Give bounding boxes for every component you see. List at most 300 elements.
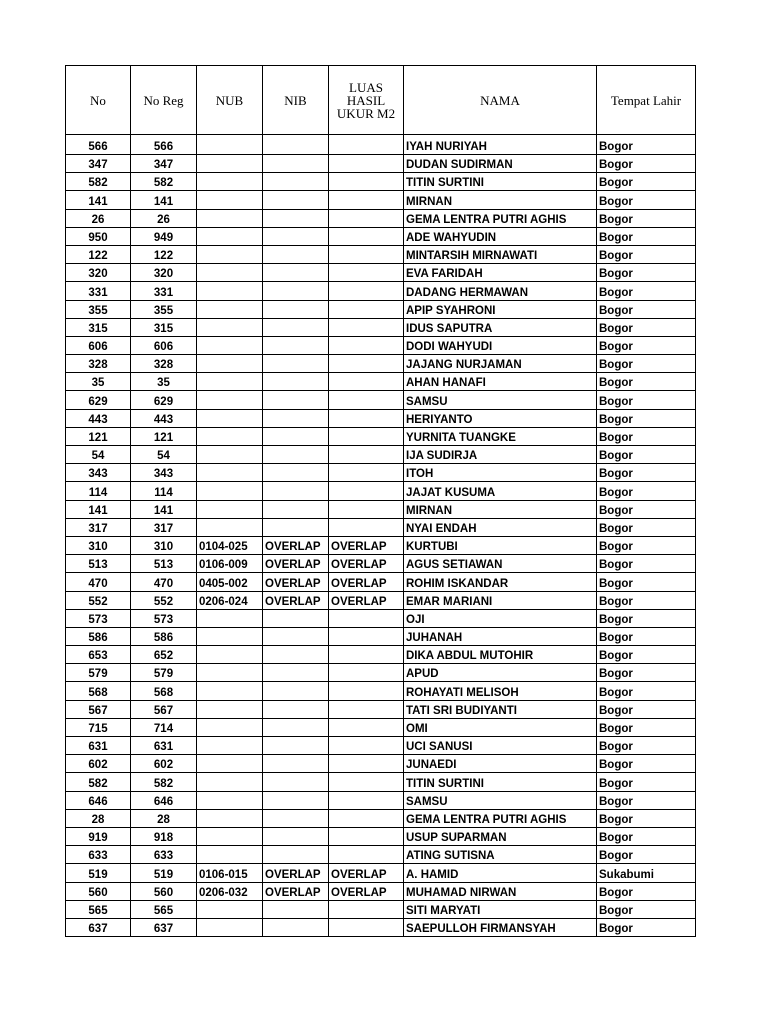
cell-nib: OVERLAP [263,882,329,900]
cell-luas [329,464,404,482]
cell-no: 347 [66,155,131,173]
cell-tempat-lahir: Bogor [597,336,696,354]
cell-nama: DADANG HERMAWAN [404,282,597,300]
cell-luas [329,682,404,700]
cell-tempat-lahir: Bogor [597,627,696,645]
cell-nub [197,336,263,354]
cell-luas [329,482,404,500]
cell-tempat-lahir: Sukabumi [597,864,696,882]
cell-nib [263,827,329,845]
cell-nama: MINTARSIH MIRNAWATI [404,245,597,263]
cell-nib [263,427,329,445]
cell-luas [329,446,404,464]
cell-no: 35 [66,373,131,391]
cell-nib [263,500,329,518]
cell-luas [329,264,404,282]
cell-tempat-lahir: Bogor [597,536,696,554]
cell-nub [197,264,263,282]
cell-no-reg: 560 [131,882,197,900]
cell-tempat-lahir: Bogor [597,809,696,827]
cell-luas [329,282,404,300]
cell-nub [197,464,263,482]
header-nama: NAMA [404,66,597,135]
cell-nib [263,391,329,409]
cell-nib [263,227,329,245]
cell-no-reg: 606 [131,336,197,354]
cell-nib [263,264,329,282]
cell-nub [197,718,263,736]
cell-tempat-lahir: Bogor [597,900,696,918]
cell-nub: 0106-009 [197,555,263,573]
cell-no-reg: 310 [131,536,197,554]
table-row [66,191,696,209]
cell-nub: 0206-032 [197,882,263,900]
cell-luas [329,209,404,227]
cell-nama: JAJANG NURJAMAN [404,355,597,373]
cell-nib [263,318,329,336]
cell-luas [329,173,404,191]
cell-luas [329,191,404,209]
cell-no: 343 [66,464,131,482]
cell-nama: IDUS SAPUTRA [404,318,597,336]
cell-nub [197,809,263,827]
cell-tempat-lahir: Bogor [597,718,696,736]
cell-no: 122 [66,245,131,263]
cell-no-reg: 519 [131,864,197,882]
cell-no: 315 [66,318,131,336]
cell-nub: 0104-025 [197,536,263,554]
cell-nama: ROHAYATI MELISOH [404,682,597,700]
cell-no-reg: 122 [131,245,197,263]
cell-nib [263,609,329,627]
cell-nib [263,664,329,682]
cell-no: 355 [66,300,131,318]
cell-nama: YURNITA TUANGKE [404,427,597,445]
cell-luas [329,700,404,718]
cell-no-reg: 315 [131,318,197,336]
cell-no: 560 [66,882,131,900]
cell-no: 28 [66,809,131,827]
cell-nib [263,700,329,718]
cell-tempat-lahir: Bogor [597,409,696,427]
cell-nib [263,482,329,500]
cell-luas [329,846,404,864]
cell-nib [263,737,329,755]
cell-no: 582 [66,773,131,791]
table-row [66,446,696,464]
cell-nub [197,409,263,427]
header-no-reg: No Reg [131,66,197,135]
cell-nama: DUDAN SUDIRMAN [404,155,597,173]
table-row [66,609,696,627]
cell-no-reg: 586 [131,627,197,645]
table-row [66,827,696,845]
cell-no: 320 [66,264,131,282]
cell-luas [329,318,404,336]
cell-nib [263,791,329,809]
cell-luas [329,773,404,791]
table-row [66,755,696,773]
cell-nub [197,755,263,773]
table-row [66,664,696,682]
cell-nama: IYAH NURIYAH [404,135,597,155]
cell-nub [197,427,263,445]
cell-no: 573 [66,609,131,627]
cell-nub [197,191,263,209]
cell-no-reg: 602 [131,755,197,773]
cell-nama: ITOH [404,464,597,482]
cell-nub [197,773,263,791]
cell-luas [329,718,404,736]
cell-tempat-lahir: Bogor [597,173,696,191]
table-row [66,427,696,445]
table-row [66,846,696,864]
header-nub: NUB [197,66,263,135]
cell-tempat-lahir: Bogor [597,918,696,936]
cell-tempat-lahir: Bogor [597,573,696,591]
table-row [66,135,696,155]
cell-no: 443 [66,409,131,427]
cell-nib [263,809,329,827]
cell-no-reg: 513 [131,555,197,573]
cell-no: 141 [66,191,131,209]
table-row [66,809,696,827]
cell-luas: OVERLAP [329,536,404,554]
table-row [66,682,696,700]
cell-nama: TATI SRI BUDIYANTI [404,700,597,718]
cell-no-reg: 646 [131,791,197,809]
cell-nub: 0405-002 [197,573,263,591]
cell-no-reg: 355 [131,300,197,318]
table-header [66,66,696,135]
cell-nama: TITIN SURTINI [404,773,597,791]
cell-no: 582 [66,173,131,191]
table-row [66,355,696,373]
cell-nub [197,664,263,682]
cell-nub [197,227,263,245]
cell-tempat-lahir: Bogor [597,227,696,245]
table-row [66,791,696,809]
cell-tempat-lahir: Bogor [597,646,696,664]
cell-nib [263,282,329,300]
cell-nub [197,318,263,336]
cell-nama: SAEPULLOH FIRMANSYAH [404,918,597,936]
cell-tempat-lahir: Bogor [597,282,696,300]
cell-no: 646 [66,791,131,809]
cell-no-reg: 918 [131,827,197,845]
table-row [66,555,696,573]
cell-nama: SAMSU [404,791,597,809]
cell-nub [197,918,263,936]
cell-no: 566 [66,135,131,155]
table-row [66,591,696,609]
cell-no-reg: 331 [131,282,197,300]
cell-luas [329,245,404,263]
cell-nama: A. HAMID [404,864,597,882]
cell-nama: GEMA LENTRA PUTRI AGHIS [404,809,597,827]
cell-nub [197,737,263,755]
table-row [66,737,696,755]
cell-tempat-lahir: Bogor [597,682,696,700]
cell-luas [329,373,404,391]
table-row [66,373,696,391]
cell-no-reg: 328 [131,355,197,373]
cell-nub [197,482,263,500]
cell-nib [263,336,329,354]
cell-no: 568 [66,682,131,700]
table-row [66,573,696,591]
cell-tempat-lahir: Bogor [597,882,696,900]
cell-tempat-lahir: Bogor [597,245,696,263]
cell-tempat-lahir: Bogor [597,518,696,536]
cell-no-reg: 633 [131,846,197,864]
header-nib: NIB [263,66,329,135]
cell-nib [263,355,329,373]
cell-tempat-lahir: Bogor [597,391,696,409]
cell-nib [263,209,329,227]
cell-luas [329,646,404,664]
cell-luas [329,336,404,354]
cell-nub [197,500,263,518]
cell-tempat-lahir: Bogor [597,827,696,845]
cell-luas [329,664,404,682]
cell-nub: 0106-015 [197,864,263,882]
cell-no-reg: 28 [131,809,197,827]
cell-no-reg: 470 [131,573,197,591]
cell-nub [197,827,263,845]
table-body [66,135,696,937]
cell-nub [197,518,263,536]
cell-tempat-lahir: Bogor [597,300,696,318]
cell-nama: KURTUBI [404,536,597,554]
cell-tempat-lahir: Bogor [597,737,696,755]
cell-no-reg: 26 [131,209,197,227]
cell-luas [329,900,404,918]
cell-luas [329,809,404,827]
cell-no-reg: 566 [131,135,197,155]
cell-nib [263,155,329,173]
cell-no: 950 [66,227,131,245]
cell-tempat-lahir: Bogor [597,464,696,482]
cell-tempat-lahir: Bogor [597,773,696,791]
cell-no-reg: 121 [131,427,197,445]
cell-luas: OVERLAP [329,864,404,882]
cell-tempat-lahir: Bogor [597,355,696,373]
cell-tempat-lahir: Bogor [597,700,696,718]
cell-nib [263,900,329,918]
cell-no-reg: 568 [131,682,197,700]
table-row [66,282,696,300]
cell-nub [197,627,263,645]
cell-nib [263,773,329,791]
cell-nama: AGUS SETIAWAN [404,555,597,573]
cell-nub [197,300,263,318]
cell-nub [197,609,263,627]
cell-no-reg: 582 [131,773,197,791]
cell-tempat-lahir: Bogor [597,373,696,391]
cell-nib [263,373,329,391]
table-row [66,227,696,245]
cell-no: 114 [66,482,131,500]
cell-luas [329,500,404,518]
cell-luas [329,427,404,445]
cell-no: 513 [66,555,131,573]
table-row [66,391,696,409]
cell-nama: APUD [404,664,597,682]
cell-nub [197,846,263,864]
cell-no-reg: 573 [131,609,197,627]
cell-no: 331 [66,282,131,300]
cell-tempat-lahir: Bogor [597,609,696,627]
cell-tempat-lahir: Bogor [597,755,696,773]
cell-nub [197,209,263,227]
cell-no: 141 [66,500,131,518]
cell-nub [197,173,263,191]
cell-nama: OMI [404,718,597,736]
cell-no: 629 [66,391,131,409]
cell-tempat-lahir: Bogor [597,591,696,609]
cell-nama: ADE WAHYUDIN [404,227,597,245]
cell-no: 519 [66,864,131,882]
cell-tempat-lahir: Bogor [597,264,696,282]
cell-nub [197,700,263,718]
cell-no: 653 [66,646,131,664]
table-row [66,464,696,482]
cell-nama: SITI MARYATI [404,900,597,918]
cell-nib [263,627,329,645]
cell-no-reg: 567 [131,700,197,718]
cell-luas [329,409,404,427]
cell-luas [329,300,404,318]
cell-nama: AHAN HANAFI [404,373,597,391]
cell-nib: OVERLAP [263,591,329,609]
cell-nama: ROHIM ISKANDAR [404,573,597,591]
header-no: No [66,66,131,135]
cell-no-reg: 54 [131,446,197,464]
cell-nib [263,409,329,427]
cell-no: 328 [66,355,131,373]
cell-no: 606 [66,336,131,354]
cell-nib [263,446,329,464]
cell-no-reg: 629 [131,391,197,409]
cell-no-reg: 443 [131,409,197,427]
cell-no-reg: 582 [131,173,197,191]
cell-nama: SAMSU [404,391,597,409]
cell-nub [197,282,263,300]
cell-nub [197,446,263,464]
cell-nib [263,245,329,263]
cell-no-reg: 631 [131,737,197,755]
table-row [66,209,696,227]
table-row [66,918,696,936]
cell-nib: OVERLAP [263,864,329,882]
cell-luas [329,609,404,627]
cell-tempat-lahir: Bogor [597,135,696,155]
table-row [66,409,696,427]
cell-no: 565 [66,900,131,918]
cell-luas [329,918,404,936]
cell-luas [329,627,404,645]
cell-no-reg: 35 [131,373,197,391]
cell-nama: UCI SANUSI [404,737,597,755]
header-tempat-lahir: Tempat Lahir [597,66,696,135]
cell-no: 121 [66,427,131,445]
cell-tempat-lahir: Bogor [597,664,696,682]
cell-nub [197,355,263,373]
cell-nib [263,646,329,664]
cell-tempat-lahir: Bogor [597,209,696,227]
cell-no: 631 [66,737,131,755]
cell-no-reg: 141 [131,191,197,209]
cell-nib: OVERLAP [263,573,329,591]
cell-no-reg: 579 [131,664,197,682]
cell-nib: OVERLAP [263,536,329,554]
cell-tempat-lahir: Bogor [597,482,696,500]
cell-no: 470 [66,573,131,591]
cell-nub [197,373,263,391]
table-row [66,245,696,263]
table-row [66,500,696,518]
cell-nib [263,755,329,773]
cell-tempat-lahir: Bogor [597,446,696,464]
cell-nama: USUP SUPARMAN [404,827,597,845]
cell-tempat-lahir: Bogor [597,500,696,518]
table-row [66,518,696,536]
table-row [66,882,696,900]
cell-luas [329,827,404,845]
cell-luas [329,155,404,173]
cell-tempat-lahir: Bogor [597,318,696,336]
table-row [66,318,696,336]
cell-no: 54 [66,446,131,464]
cell-tempat-lahir: Bogor [597,155,696,173]
cell-no: 602 [66,755,131,773]
cell-nama: DIKA ABDUL MUTOHIR [404,646,597,664]
cell-nama: DODI WAHYUDI [404,336,597,354]
table-row [66,155,696,173]
cell-no-reg: 317 [131,518,197,536]
cell-tempat-lahir: Bogor [597,427,696,445]
cell-nama: JUHANAH [404,627,597,645]
cell-luas: OVERLAP [329,555,404,573]
cell-nub [197,155,263,173]
cell-nib: OVERLAP [263,555,329,573]
cell-nama: EMAR MARIANI [404,591,597,609]
table-row [66,536,696,554]
cell-no-reg: 637 [131,918,197,936]
cell-nib [263,464,329,482]
cell-nub: 0206-024 [197,591,263,609]
cell-nama: APIP SYAHRONI [404,300,597,318]
registry-table [65,65,696,937]
table-row [66,173,696,191]
cell-no-reg: 114 [131,482,197,500]
cell-luas [329,355,404,373]
cell-no: 586 [66,627,131,645]
cell-no-reg: 320 [131,264,197,282]
cell-nub [197,245,263,263]
cell-nub [197,135,263,155]
cell-no: 637 [66,918,131,936]
cell-luas [329,518,404,536]
cell-luas: OVERLAP [329,573,404,591]
cell-no: 919 [66,827,131,845]
cell-nama: TITIN SURTINI [404,173,597,191]
cell-no-reg: 552 [131,591,197,609]
cell-luas [329,755,404,773]
table-row [66,773,696,791]
cell-nama: MIRNAN [404,500,597,518]
